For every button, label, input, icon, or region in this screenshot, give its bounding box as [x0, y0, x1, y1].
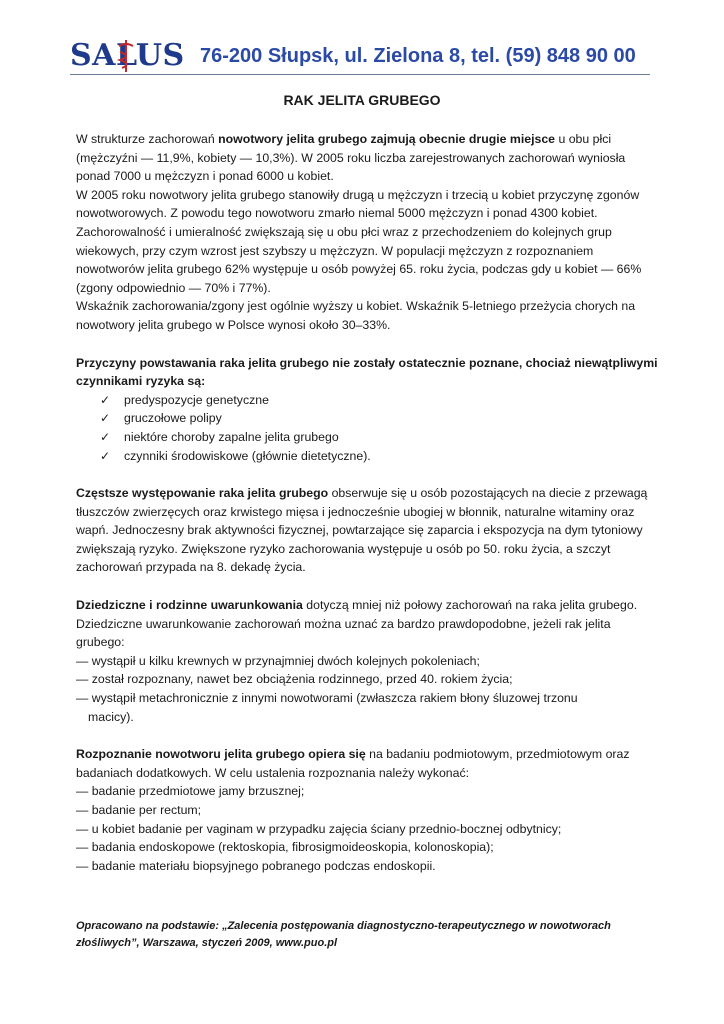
clinic-address: 76-200 Słupsk, ul. Zielona 8, tel. (59) 848 90 00 [200, 45, 636, 67]
intro-paragraph-1: W strukturze zachorowań nowotwory jelita grubego zajmują obecnie drugie miejsce u obu płci (mężczyźni — 11,9%, kobiety — 10,3%). W 2005 roku liczba zarejestrowanych zachorowań wyniosła ponad 7000 u mężczyzn i ponad 6000 u kobiet. [76, 132, 626, 184]
intro-paragraph-3: Zachorowalność i umieralność zwiększają się u obu płci wraz z przechodzeniem do kolejnych grup wiekowych, przy czym wzrost jest szybszy u mężczyzn. W populacji mężczyzn z rozpoznaniem nowotworów jelita grubego 62% występuje u osób powyżej 65. roku życia, podczas gdy u kobiet — 66% (zgony odpowiednio — 70% i 77%). [76, 224, 642, 295]
checkmark-icon: ✓ [100, 448, 111, 463]
list-item: ✓ czynniki środowiskowe (głównie dietetyczne). [100, 447, 660, 466]
heredity-paragraph: Dziedziczne i rodzinne uwarunkowania dotyczą mniej niż połowy zachorowań na raka jelita grubego. Dziedziczne uwarunkowanie zachorowań można uznać za bardzo prawdopodobne, jeżeli rak jelita grubego: [76, 598, 638, 650]
list-item: ✓ niektóre choroby zapalne jelita grubego [100, 428, 660, 447]
source-footnote: Opracowano na podstawie: „Zalecenia postępowania diagnostyczno-terapeutycznego w nowotworach złośliwych”, Warszawa, styczeń 2009, www.puo.pl [76, 920, 611, 949]
checkmark-icon: ✓ [100, 392, 111, 407]
list-item: — wystąpił metachronicznie z innymi nowotworami (zwłaszcza rakiem błony śluzowej trzonu [76, 691, 578, 706]
diagnosis-paragraph: Rozpoznanie nowotworu jelita grubego opiera się na badaniu podmiotowym, przedmiotowym oraz badaniach dodatkowych. W celu ustalenia rozpoznania należy wykonać: [76, 747, 630, 780]
checkmark-icon: ✓ [100, 429, 111, 444]
logo-text: SALUS [70, 38, 185, 73]
list-item: ✓ predyspozycje genetyczne [100, 391, 660, 410]
list-item: ✓ gruczołowe polipy [100, 409, 660, 428]
caduceus-icon [113, 38, 139, 74]
list-item: — badanie per rectum; [76, 803, 202, 817]
page-title: RAK JELITA GRUBEGO [283, 92, 441, 108]
list-item: — badania endoskopowe (rektoskopia, fibrosigmoideoskopia, kolonoskopia); [76, 840, 494, 855]
list-item: — u kobiet badanie per vaginam w przypadku zajęcia ściany przednio-bocznej odbytnicy; [76, 821, 562, 836]
list-item: — badanie przedmiotowe jamy brzusznej; [76, 784, 305, 799]
list-item: — badanie materiału biopsyjnego pobranego podczas endoskopii. [76, 858, 436, 873]
document-body [76, 130, 660, 875]
risk-factors-list [76, 391, 660, 465]
header-divider [70, 74, 650, 75]
list-item-continuation: macicy). [88, 709, 134, 724]
frequency-paragraph: Częstsze występowanie raka jelita grubego obserwuje się u osób pozostających na diecie z przewagą tłuszczów zwierzęcych oraz krwistego mięsa i jednocześnie ubogiej w błonnik, naturalne witaminy oraz wapń. Jednoczesny brak aktywności fizycznej, powtarzające się zaparcia i ekspozycja na dym tytoniowy zwiększają ryzyko. Zwiększone ryzyko zachorowania występuje u osób po 50. roku życia, a szczyt zachorowań przypada na 8. dekadę życia. [76, 486, 648, 575]
intro-paragraph-2: W 2005 roku nowotwory jelita grubego stanowiły drugą u mężczyzn i trzecią u kobiet przyczynę zgonów nowotworowych. Z powodu tego nowotworu zmarło niemal 5000 mężczyzn i ponad 4300 kobiet. [76, 187, 640, 221]
salus-logo [70, 38, 190, 74]
causes-heading: Przyczyny powstawania raka jelita grubego nie zostały ostatecznie poznane, chociaż niewątpliwymi czynnikami ryzyka są: [76, 355, 658, 389]
letterhead [70, 38, 650, 78]
list-item: — został rozpoznany, nawet bez obciążenia rodzinnego, przed 40. rokiem życia; [76, 672, 513, 687]
checkmark-icon: ✓ [100, 411, 111, 426]
intro-paragraph-4: Wskaźnik zachorowania/zgony jest ogólnie wyższy u kobiet. Wskaźnik 5-letniego przeżycia chorych na nowotwory jelita grubego w Polsce wynosi około 30–33%. [76, 299, 636, 332]
list-item: — wystąpił u kilku krewnych w przynajmniej dwóch kolejnych pokoleniach; [76, 653, 480, 668]
